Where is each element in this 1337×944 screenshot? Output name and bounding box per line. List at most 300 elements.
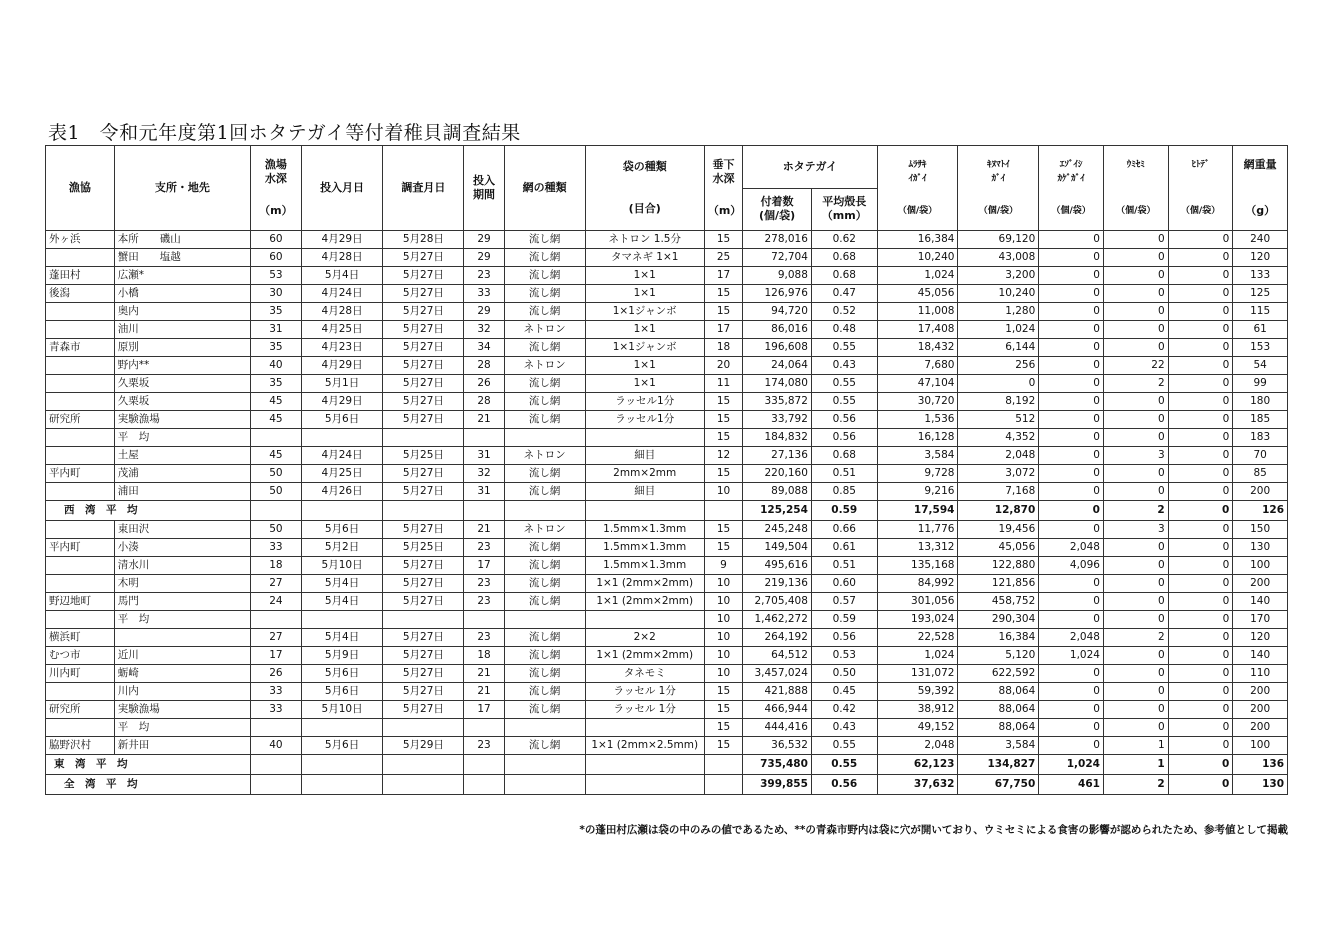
cell-f: 1×1 (2mm×2mm): [585, 647, 704, 665]
cell-s: [114, 629, 250, 647]
cell-k: 17: [464, 557, 504, 575]
cell-sd: 10: [704, 665, 742, 683]
cell-um: 0: [1103, 267, 1168, 285]
cell-w: 61: [1233, 321, 1288, 339]
cell-sd: 15: [704, 737, 742, 755]
cell-s: 馬門: [114, 593, 250, 611]
cell-hi: 0: [1168, 593, 1233, 611]
cell-um: 0: [1103, 683, 1168, 701]
cell-t: 4月29日: [301, 357, 383, 375]
cell-um: 0: [1103, 411, 1168, 429]
cell-g: [46, 357, 115, 375]
header-depth: 漁場 水深 （m）: [251, 146, 302, 231]
cell-k: 23: [464, 539, 504, 557]
cell-g: 研究所: [46, 701, 115, 719]
cell-k: 29: [464, 303, 504, 321]
cell-n: 33,792: [743, 411, 812, 429]
cell-mu: 301,056: [877, 593, 958, 611]
cell-m: 0.56: [811, 629, 877, 647]
cell-n: 278,016: [743, 231, 812, 249]
cell-c: 5月27日: [383, 683, 464, 701]
cell-w: 120: [1233, 629, 1288, 647]
cell-a: 流し網: [504, 231, 585, 249]
cell-g: 平内町: [46, 539, 115, 557]
cell-um: 0: [1103, 611, 1168, 629]
table-row: [46, 665, 1288, 683]
cell-m: 0.55: [811, 393, 877, 411]
cell-c: 5月27日: [383, 393, 464, 411]
cell-ki: 1,024: [958, 321, 1039, 339]
cell-s: 茂浦: [114, 465, 250, 483]
cell-g: [46, 719, 115, 737]
cell-m: 0.55: [811, 375, 877, 393]
cell-w: 115: [1233, 303, 1288, 321]
cell-hi: 0: [1168, 719, 1233, 737]
cell-ez: 0: [1039, 683, 1104, 701]
cell-a: 流し網: [504, 267, 585, 285]
header-chosa: 調査月日: [383, 146, 464, 231]
cell-k: 29: [464, 249, 504, 267]
cell-n: 196,608: [743, 339, 812, 357]
table-row: [46, 339, 1288, 357]
cell-ki: 1,280: [958, 303, 1039, 321]
cell-w: 183: [1233, 429, 1288, 447]
cell-sd: 18: [704, 339, 742, 357]
cell-ki: 88,064: [958, 719, 1039, 737]
cell-a: 流し網: [504, 737, 585, 755]
header-tonyu: 投入月日: [301, 146, 383, 231]
cell-sd: 15: [704, 285, 742, 303]
cell-s: 小橋: [114, 285, 250, 303]
cell-mu: 131,072: [877, 665, 958, 683]
cell-g: [46, 521, 115, 539]
cell-f: 1×1 (2mm×2mm): [585, 575, 704, 593]
cell-w: 170: [1233, 611, 1288, 629]
table-row: [46, 575, 1288, 593]
cell-n: 24,064: [743, 357, 812, 375]
cell-hi: 0: [1168, 393, 1233, 411]
cell-s: 清水川: [114, 557, 250, 575]
cell-ki: 19,456: [958, 521, 1039, 539]
table-row: [46, 447, 1288, 465]
cell-sd: 10: [704, 593, 742, 611]
cell-s: 油川: [114, 321, 250, 339]
cell-ez: 0: [1039, 611, 1104, 629]
cell-um: 0: [1103, 539, 1168, 557]
cell-ki: 121,856: [958, 575, 1039, 593]
header-amiju: 網重量 （g）: [1233, 146, 1288, 231]
cell-f: 1×1: [585, 375, 704, 393]
table-title: 表1 令和元年度第1回ホタテガイ等付着稚貝調査結果: [48, 122, 521, 144]
cell-c: 5月25日: [383, 539, 464, 557]
cell-a: 流し網: [504, 683, 585, 701]
cell-ez: 0: [1039, 447, 1104, 465]
cell-a: 流し網: [504, 575, 585, 593]
cell-mu: 49,152: [877, 719, 958, 737]
cell-n: 495,616: [743, 557, 812, 575]
cell-hi: 0: [1168, 683, 1233, 701]
cell-w: 130: [1233, 539, 1288, 557]
cell-t: 5月6日: [301, 411, 383, 429]
cell-f: [585, 429, 704, 447]
cell-a: ネトロン: [504, 357, 585, 375]
cell-mu: 59,392: [877, 683, 958, 701]
header-murasaki: ﾑﾗｻｷ ｲｶﾞｲ （個/袋）: [877, 146, 958, 231]
cell-w: 200: [1233, 701, 1288, 719]
cell-f: ネトロン 1.5分: [585, 231, 704, 249]
cell-sd: 15: [704, 393, 742, 411]
cell-t: 5月1日: [301, 375, 383, 393]
cell-m: 0.51: [811, 465, 877, 483]
cell-mu: 45,056: [877, 285, 958, 303]
table-row: [46, 285, 1288, 303]
cell-um: 0: [1103, 701, 1168, 719]
cell-n: 245,248: [743, 521, 812, 539]
cell-hi: 0: [1168, 321, 1233, 339]
cell-w: 200: [1233, 575, 1288, 593]
cell-t: 4月25日: [301, 465, 383, 483]
cell-t: 5月6日: [301, 737, 383, 755]
cell-mu: 16,128: [877, 429, 958, 447]
cell-um: 0: [1103, 303, 1168, 321]
cell-um: 0: [1103, 647, 1168, 665]
cell-f: タマネギ 1×1: [585, 249, 704, 267]
table-row: [46, 557, 1288, 575]
cell-t: 5月4日: [301, 575, 383, 593]
cell-d: [251, 611, 302, 629]
cell-g: [46, 557, 115, 575]
cell-mu: 84,992: [877, 575, 958, 593]
cell-d: 33: [251, 683, 302, 701]
cell-t: 5月9日: [301, 647, 383, 665]
cell-ez: 0: [1039, 357, 1104, 375]
cell-ez: 0: [1039, 231, 1104, 249]
cell-ki: 256: [958, 357, 1039, 375]
cell-t: 4月24日: [301, 285, 383, 303]
cell-c: [383, 611, 464, 629]
cell-a: 流し網: [504, 411, 585, 429]
cell-hi: 0: [1168, 521, 1233, 539]
header-heikin: 平均殻長 （mm）: [811, 188, 877, 231]
cell-c: 5月27日: [383, 575, 464, 593]
cell-c: 5月27日: [383, 521, 464, 539]
cell-d: 60: [251, 231, 302, 249]
cell-d: 35: [251, 339, 302, 357]
cell-s: 木明: [114, 575, 250, 593]
header-fukuro: 袋の種類 (目合): [585, 146, 704, 231]
cell-um: 0: [1103, 339, 1168, 357]
cell-hi: 0: [1168, 557, 1233, 575]
cell-s: 浦田: [114, 483, 250, 501]
header-gyokyo: 漁協: [46, 146, 115, 231]
cell-f: 1×1ジャンボ: [585, 303, 704, 321]
cell-n: 219,136: [743, 575, 812, 593]
cell-hi: 0: [1168, 339, 1233, 357]
cell-w: 100: [1233, 737, 1288, 755]
cell-hi: 0: [1168, 611, 1233, 629]
cell-k: 23: [464, 593, 504, 611]
cell-t: 4月23日: [301, 339, 383, 357]
header-fuchaku: 付着数 (個/袋): [743, 188, 812, 231]
cell-mu: 1,024: [877, 267, 958, 285]
cell-w: 110: [1233, 665, 1288, 683]
cell-ki: 88,064: [958, 683, 1039, 701]
cell-f: 1×1: [585, 285, 704, 303]
cell-k: 29: [464, 231, 504, 249]
cell-f: [585, 719, 704, 737]
cell-c: 5月27日: [383, 267, 464, 285]
cell-c: 5月27日: [383, 321, 464, 339]
cell-sd: 15: [704, 303, 742, 321]
cell-c: 5月27日: [383, 375, 464, 393]
cell-s: 原別: [114, 339, 250, 357]
cell-m: 0.43: [811, 357, 877, 375]
cell-a: 流し網: [504, 593, 585, 611]
cell-um: 0: [1103, 665, 1168, 683]
cell-hi: 0: [1168, 465, 1233, 483]
cell-ez: 0: [1039, 701, 1104, 719]
cell-k: 17: [464, 701, 504, 719]
cell-m: 0.53: [811, 647, 877, 665]
cell-hi: 0: [1168, 249, 1233, 267]
cell-k: 31: [464, 447, 504, 465]
cell-ki: 3,200: [958, 267, 1039, 285]
cell-d: 45: [251, 411, 302, 429]
cell-d: 50: [251, 465, 302, 483]
cell-k: [464, 611, 504, 629]
cell-f: 2mm×2mm: [585, 465, 704, 483]
cell-sd: 10: [704, 575, 742, 593]
cell-ez: 0: [1039, 411, 1104, 429]
cell-um: 0: [1103, 249, 1168, 267]
cell-k: 21: [464, 665, 504, 683]
cell-sd: 15: [704, 411, 742, 429]
cell-f: タネモミ: [585, 665, 704, 683]
table-row: [46, 629, 1288, 647]
cell-k: 28: [464, 357, 504, 375]
cell-k: 23: [464, 737, 504, 755]
cell-a: 流し網: [504, 375, 585, 393]
cell-s: 近川: [114, 647, 250, 665]
cell-ez: 0: [1039, 321, 1104, 339]
cell-n: 72,704: [743, 249, 812, 267]
table-row: [46, 267, 1288, 285]
cell-m: 0.85: [811, 483, 877, 501]
cell-ez: 0: [1039, 375, 1104, 393]
cell-f: 1.5mm×1.3mm: [585, 521, 704, 539]
cell-a: ネトロン: [504, 447, 585, 465]
cell-ez: 0: [1039, 521, 1104, 539]
cell-w: 200: [1233, 719, 1288, 737]
cell-a: 流し網: [504, 249, 585, 267]
cell-d: 53: [251, 267, 302, 285]
cell-m: 0.51: [811, 557, 877, 575]
cell-t: 5月4日: [301, 629, 383, 647]
cell-ki: 290,304: [958, 611, 1039, 629]
cell-sd: 10: [704, 647, 742, 665]
cell-g: [46, 321, 115, 339]
cell-mu: 2,048: [877, 737, 958, 755]
cell-ez: 0: [1039, 339, 1104, 357]
cell-m: 0.50: [811, 665, 877, 683]
cell-ki: 0: [958, 375, 1039, 393]
cell-d: 31: [251, 321, 302, 339]
cell-ki: 7,168: [958, 483, 1039, 501]
cell-n: 36,532: [743, 737, 812, 755]
cell-a: 流し網: [504, 393, 585, 411]
table-row: [46, 737, 1288, 755]
cell-um: 3: [1103, 521, 1168, 539]
cell-k: 33: [464, 285, 504, 303]
cell-g: [46, 393, 115, 411]
cell-s: 小湊: [114, 539, 250, 557]
cell-n: 184,832: [743, 429, 812, 447]
cell-f: 1×1: [585, 357, 704, 375]
cell-mu: 11,008: [877, 303, 958, 321]
cell-c: 5月27日: [383, 357, 464, 375]
cell-ki: 2,048: [958, 447, 1039, 465]
cell-g: 野辺地町: [46, 593, 115, 611]
table-row: [46, 249, 1288, 267]
table-row: [46, 719, 1288, 737]
cell-hi: 0: [1168, 429, 1233, 447]
cell-d: 45: [251, 447, 302, 465]
cell-t: 4月29日: [301, 393, 383, 411]
cell-sd: 10: [704, 483, 742, 501]
cell-ez: 4,096: [1039, 557, 1104, 575]
cell-c: 5月28日: [383, 231, 464, 249]
cell-hi: 0: [1168, 701, 1233, 719]
header-ezo: ｴｿﾞｲｼ ｶｹﾞｶﾞｲ （個/袋）: [1039, 146, 1104, 231]
cell-f: 細目: [585, 483, 704, 501]
cell-ki: 43,008: [958, 249, 1039, 267]
cell-um: 22: [1103, 357, 1168, 375]
cell-sd: 25: [704, 249, 742, 267]
cell-f: ラッセル1分: [585, 393, 704, 411]
cell-hi: 0: [1168, 357, 1233, 375]
cell-um: 0: [1103, 557, 1168, 575]
cell-sd: 12: [704, 447, 742, 465]
cell-c: 5月27日: [383, 629, 464, 647]
cell-hi: 0: [1168, 665, 1233, 683]
cell-n: 9,088: [743, 267, 812, 285]
cell-um: 2: [1103, 629, 1168, 647]
header-shisho: 支所・地先: [114, 146, 250, 231]
cell-m: 0.60: [811, 575, 877, 593]
cell-f: 1×1 (2mm×2mm): [585, 593, 704, 611]
cell-sd: 15: [704, 231, 742, 249]
cell-ki: 16,384: [958, 629, 1039, 647]
cell-s: 蛎崎: [114, 665, 250, 683]
header-kinu: ｷﾇﾏﾄｲ ｶﾞｲ （個/袋）: [958, 146, 1039, 231]
cell-ki: 69,120: [958, 231, 1039, 249]
cell-t: 5月6日: [301, 665, 383, 683]
cell-sd: 15: [704, 701, 742, 719]
header-umi: ｳﾐｾﾐ （個/袋）: [1103, 146, 1168, 231]
cell-um: 0: [1103, 429, 1168, 447]
cell-ez: 0: [1039, 665, 1104, 683]
cell-k: 21: [464, 411, 504, 429]
cell-ki: 88,064: [958, 701, 1039, 719]
cell-um: 0: [1103, 393, 1168, 411]
cell-k: 23: [464, 629, 504, 647]
east-bay-rows: [46, 521, 1288, 755]
cell-sd: 10: [704, 611, 742, 629]
cell-g: 横浜町: [46, 629, 115, 647]
cell-s: 土屋: [114, 447, 250, 465]
cell-ki: 3,584: [958, 737, 1039, 755]
cell-t: 4月29日: [301, 231, 383, 249]
cell-ez: 0: [1039, 249, 1104, 267]
cell-s: 広瀬*: [114, 267, 250, 285]
cell-m: 0.42: [811, 701, 877, 719]
cell-m: 0.68: [811, 249, 877, 267]
cell-f: [585, 611, 704, 629]
cell-g: 平内町: [46, 465, 115, 483]
cell-g: [46, 303, 115, 321]
cell-w: 140: [1233, 593, 1288, 611]
cell-m: 0.59: [811, 611, 877, 629]
cell-ez: 0: [1039, 267, 1104, 285]
cell-a: ネトロン: [504, 521, 585, 539]
cell-s: 平 均: [114, 611, 250, 629]
cell-c: 5月27日: [383, 249, 464, 267]
cell-c: 5月27日: [383, 593, 464, 611]
cell-ez: 0: [1039, 285, 1104, 303]
cell-w: 185: [1233, 411, 1288, 429]
cell-g: [46, 249, 115, 267]
all-avg-row: 全 湾 平 均 399,855 0.56 37,632 67,750 461 2 0 130: [46, 775, 1288, 795]
cell-m: 0.45: [811, 683, 877, 701]
cell-w: 200: [1233, 683, 1288, 701]
header-hito: ﾋﾄﾃﾞ （個/袋）: [1168, 146, 1233, 231]
cell-mu: 16,384: [877, 231, 958, 249]
cell-ki: 622,592: [958, 665, 1039, 683]
cell-hi: 0: [1168, 647, 1233, 665]
cell-t: [301, 429, 383, 447]
table-row: [46, 647, 1288, 665]
cell-m: 0.48: [811, 321, 877, 339]
header-hotate: ホタテガイ: [743, 146, 877, 189]
cell-ki: 5,120: [958, 647, 1039, 665]
cell-t: [301, 611, 383, 629]
table-row: [46, 701, 1288, 719]
cell-m: 0.47: [811, 285, 877, 303]
cell-ez: 0: [1039, 575, 1104, 593]
cell-mu: 1,536: [877, 411, 958, 429]
cell-hi: 0: [1168, 303, 1233, 321]
cell-w: 180: [1233, 393, 1288, 411]
cell-m: 0.57: [811, 593, 877, 611]
cell-mu: 30,720: [877, 393, 958, 411]
cell-um: 0: [1103, 321, 1168, 339]
cell-n: 3,457,024: [743, 665, 812, 683]
cell-hi: 0: [1168, 375, 1233, 393]
cell-m: 0.66: [811, 521, 877, 539]
cell-d: 27: [251, 629, 302, 647]
cell-a: 流し網: [504, 647, 585, 665]
cell-m: 0.55: [811, 737, 877, 755]
cell-n: 27,136: [743, 447, 812, 465]
header-ami: 網の種類: [504, 146, 585, 231]
cell-sd: 15: [704, 719, 742, 737]
cell-g: [46, 429, 115, 447]
cell-t: 5月4日: [301, 267, 383, 285]
cell-t: 5月6日: [301, 683, 383, 701]
cell-mu: 22,528: [877, 629, 958, 647]
cell-g: 脇野沢村: [46, 737, 115, 755]
cell-mu: 47,104: [877, 375, 958, 393]
